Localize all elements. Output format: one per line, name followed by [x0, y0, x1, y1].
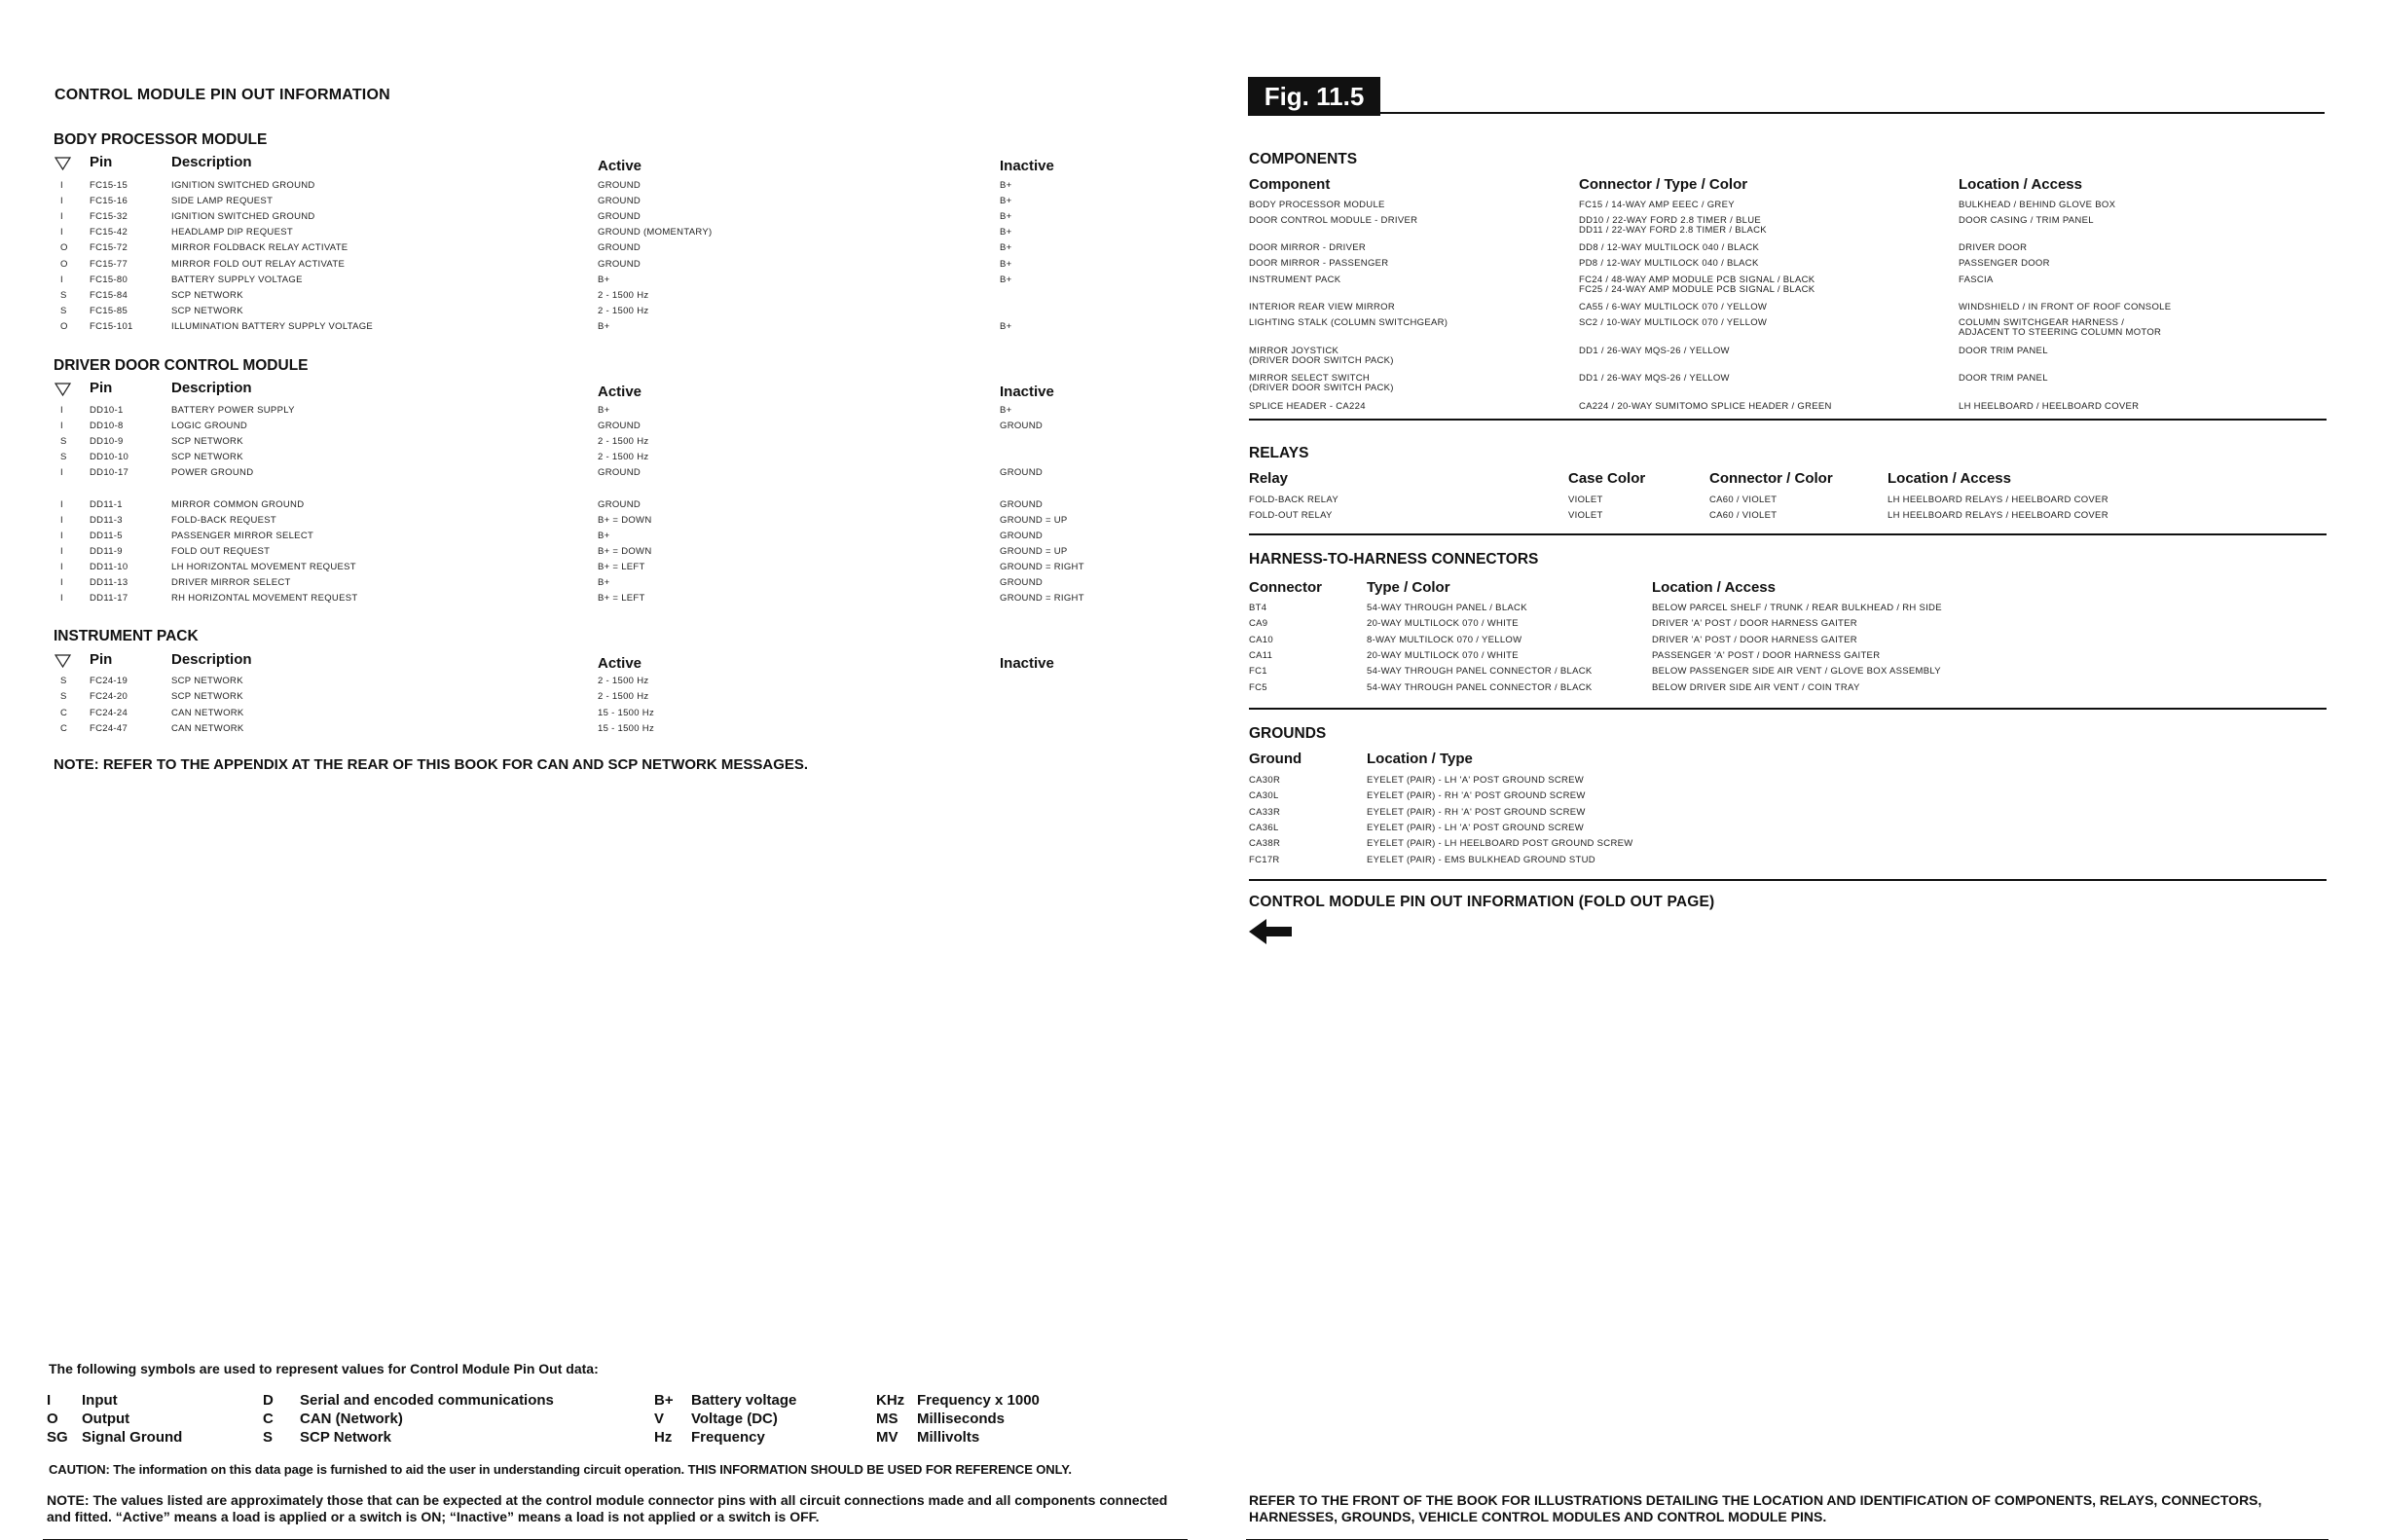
relay-connector: CA60 / VIOLET [1709, 510, 1778, 521]
relay-location: LH HEELBOARD RELAYS / HEELBOARD COVER [1888, 510, 2108, 521]
pin-id: FC15-72 [90, 242, 128, 254]
component-connector: DD8 / 12-WAY MULTILOCK 040 / BLACK [1579, 242, 1760, 253]
pin-id: FC15-42 [90, 227, 128, 238]
connector-location: BELOW PARCEL SHELF / TRUNK / REAR BULKHEAD / RH SIDE [1652, 603, 1942, 613]
symbol-key: O [47, 1411, 58, 1427]
connector-id: FC5 [1249, 681, 1267, 693]
symbol-value: Signal Ground [82, 1429, 183, 1446]
pin-description: ILLUMINATION BATTERY SUPPLY VOLTAGE [171, 320, 374, 332]
values-note: NOTE: The values listed are approximately those that can be expected at the control module connector pins with all circuit connections made and all components connected and fitted. “Active” means a load is applied or a switch is ON; “Inactive” means a load is not applied or a switch is OFF. [47, 1492, 1168, 1524]
pin-description: CAN NETWORK [171, 707, 244, 718]
inactive-value: B+ [1000, 405, 1012, 416]
pin-description: SCP NETWORK [171, 305, 243, 316]
pin-type: I [60, 577, 63, 589]
connector-location: PASSENGER 'A' POST / DOOR HARNESS GAITER [1652, 649, 1881, 661]
pin-type: O [60, 242, 68, 254]
symbol-key: B+ [654, 1392, 674, 1409]
grounds-title: GROUNDS [1249, 725, 1327, 742]
page-title: CONTROL MODULE PIN OUT INFORMATION [55, 87, 390, 103]
relay-name: FOLD-BACK RELAY [1249, 495, 1338, 505]
header-connector-type-color: Connector / Type / Color [1579, 176, 1748, 193]
connector-location: DRIVER 'A' POST / DOOR HARNESS GAITER [1652, 634, 1857, 645]
header-active: Active [598, 384, 642, 400]
component-connector: CA224 / 20-WAY SUMITOMO SPLICE HEADER / GREEN [1579, 401, 1832, 412]
pin-type: I [60, 211, 63, 223]
active-value: 15 - 1500 Hz [598, 722, 654, 734]
inactive-value: GROUND [1000, 530, 1044, 541]
pin-description: SCP NETWORK [171, 289, 243, 301]
pin-description: MIRROR COMMON GROUND [171, 498, 305, 510]
pin-id: DD11-3 [90, 514, 123, 526]
pin-description: MIRROR FOLDBACK RELAY ACTIVATE [171, 242, 348, 254]
component-connector: DD11 / 22-WAY FORD 2.8 TIMER / BLACK [1579, 224, 1767, 236]
appendix-note: NOTE: REFER TO THE APPENDIX AT THE REAR OF THIS BOOK FOR CAN AND SCP NETWORK MESSAGES. [54, 756, 809, 773]
header-component: Component [1249, 176, 1331, 193]
symbol-key: MV [876, 1429, 898, 1446]
active-value: B+ [598, 274, 610, 285]
header-connector: Connector [1249, 579, 1322, 596]
component-location: BULKHEAD / BEHIND GLOVE BOX [1959, 200, 2116, 210]
pin-id: DD11-17 [90, 593, 128, 605]
header-location-access: Location / Access [1959, 176, 2082, 193]
active-value: B+ [598, 405, 610, 416]
header-location-access: Location / Access [1652, 579, 1776, 596]
pin-description: SCP NETWORK [171, 436, 243, 448]
pin-id: DD11-13 [90, 577, 128, 589]
pin-type: S [60, 691, 67, 703]
section-title: INSTRUMENT PACK [54, 628, 199, 644]
pin-type: C [60, 722, 68, 734]
pin-id: FC24-20 [90, 691, 128, 703]
pin-description: BATTERY POWER SUPPLY [171, 405, 295, 416]
active-value: B+ = DOWN [598, 514, 652, 526]
pin-id: FC15-15 [90, 180, 128, 191]
symbol-value: Frequency x 1000 [917, 1392, 1040, 1409]
inactive-value: B+ [1000, 211, 1012, 223]
pin-id: FC15-16 [90, 196, 128, 207]
relay-name: FOLD-OUT RELAY [1249, 510, 1333, 521]
pin-type: I [60, 545, 63, 557]
component-name: DOOR MIRROR - DRIVER [1249, 242, 1366, 253]
symbol-value: Battery voltage [691, 1392, 797, 1409]
header-description: Description [171, 651, 252, 668]
component-name: INTERIOR REAR VIEW MIRROR [1249, 302, 1396, 312]
pin-description: HEADLAMP DIP REQUEST [171, 227, 293, 238]
connector-type: 20-WAY MULTILOCK 070 / WHITE [1367, 618, 1519, 630]
inactive-value: GROUND [1000, 577, 1044, 589]
inactive-value: GROUND = RIGHT [1000, 562, 1084, 572]
active-value: 2 - 1500 Hz [598, 436, 649, 448]
active-value: B+ [598, 577, 610, 589]
pin-description: IGNITION SWITCHED GROUND [171, 180, 315, 191]
reference-note: REFER TO THE FRONT OF THE BOOK FOR ILLUSTRATIONS DETAILING THE LOCATION AND IDENTIFICATION OF COMPONENTS, RELAYS, CONNECTORS, HARNESSES, GROUNDS, VEHICLE CONTROL MODULES AND CONTROL MODULE PINS. [1249, 1492, 2262, 1524]
active-value: 2 - 1500 Hz [598, 676, 649, 686]
pin-type: S [60, 436, 67, 448]
active-value: GROUND [598, 211, 642, 223]
active-value: B+ [598, 530, 610, 541]
component-name: BODY PROCESSOR MODULE [1249, 200, 1385, 210]
component-location: FASCIA [1959, 275, 1994, 285]
pin-type: S [60, 289, 67, 301]
active-value: 2 - 1500 Hz [598, 305, 649, 316]
component-connector: FC25 / 24-WAY AMP MODULE PCB SIGNAL / BLACK [1579, 283, 1815, 295]
symbol-value: Millivolts [917, 1429, 980, 1446]
symbol-key: MS [876, 1411, 898, 1427]
component-connector: DD1 / 26-WAY MQS-26 / YELLOW [1579, 373, 1730, 384]
active-value: 2 - 1500 Hz [598, 452, 649, 463]
pin-id: DD11-5 [90, 530, 123, 541]
ground-location: EYELET (PAIR) - LH 'A' POST GROUND SCREW [1367, 822, 1585, 833]
active-value: 15 - 1500 Hz [598, 707, 654, 718]
section-title: BODY PROCESSOR MODULE [54, 131, 268, 148]
foldout-label: CONTROL MODULE PIN OUT INFORMATION (FOLD OUT PAGE) [1249, 894, 1715, 910]
pin-description: SCP NETWORK [171, 676, 243, 686]
section-rule [1249, 533, 2327, 535]
symbol-key: S [263, 1429, 274, 1446]
symbol-key: D [263, 1392, 274, 1409]
pin-id: DD10-10 [90, 452, 129, 463]
inactive-value: GROUND [1000, 498, 1044, 510]
component-name: MIRROR JOYSTICK [1249, 346, 1339, 356]
header-inactive: Inactive [1000, 655, 1054, 672]
header-active: Active [598, 158, 642, 174]
active-value: GROUND (MOMENTARY) [598, 227, 713, 238]
inactive-value: B+ [1000, 180, 1012, 191]
connector-id: CA11 [1249, 649, 1273, 661]
component-connector: DD1 / 26-WAY MQS-26 / YELLOW [1579, 346, 1730, 356]
header-description: Description [171, 380, 252, 396]
ground-id: CA30R [1249, 775, 1281, 786]
symbol-key: SG [47, 1429, 68, 1446]
pin-type: O [60, 258, 68, 270]
pin-id: FC15-32 [90, 211, 128, 223]
fig-rule [1380, 112, 2325, 114]
caution-text: CAUTION: The information on this data page is furnished to aid the user in understanding circuit operation. THIS INFORMATION SHOULD BE USED FOR REFERENCE ONLY. [49, 1462, 1072, 1477]
section-title: DRIVER DOOR CONTROL MODULE [54, 357, 309, 374]
components-title: COMPONENTS [1249, 151, 1358, 167]
pin-type: O [60, 320, 68, 332]
header-type-color: Type / Color [1367, 579, 1450, 596]
header-location-type: Location / Type [1367, 751, 1473, 767]
inactive-value: B+ [1000, 274, 1012, 285]
ground-location: EYELET (PAIR) - EMS BULKHEAD GROUND STUD [1367, 854, 1595, 865]
pin-description: SIDE LAMP REQUEST [171, 196, 274, 207]
arrow-left-icon[interactable] [1249, 919, 1714, 949]
symbol-key: KHz [876, 1392, 905, 1409]
inactive-value: GROUND = UP [1000, 514, 1068, 526]
component-location: DOOR TRIM PANEL [1959, 346, 2048, 356]
pin-type: I [60, 530, 63, 541]
connector-type: 54-WAY THROUGH PANEL / BLACK [1367, 603, 1527, 613]
component-location: LH HEELBOARD / HEELBOARD COVER [1959, 401, 2140, 412]
component-location: ADJACENT TO STEERING COLUMN MOTOR [1959, 326, 2162, 338]
pin-type: I [60, 405, 63, 416]
component-name: (DRIVER DOOR SWITCH PACK) [1249, 382, 1394, 393]
harness-title: HARNESS-TO-HARNESS CONNECTORS [1249, 551, 1539, 568]
inactive-value: GROUND = UP [1000, 545, 1068, 557]
component-connector: DD10 / 22-WAY FORD 2.8 TIMER / BLUE [1579, 215, 1762, 226]
component-location: DOOR TRIM PANEL [1959, 373, 2048, 384]
header-pin: Pin [90, 380, 113, 396]
pin-type: I [60, 498, 63, 510]
component-connector: FC15 / 14-WAY AMP EEEC / GREY [1579, 200, 1735, 210]
pin-type: S [60, 452, 67, 463]
component-name: DOOR MIRROR - PASSENGER [1249, 258, 1389, 269]
active-value: B+ = DOWN [598, 545, 652, 557]
component-location: WINDSHIELD / IN FRONT OF ROOF CONSOLE [1959, 302, 2172, 312]
inactive-value: B+ [1000, 258, 1012, 270]
symbol-key: C [263, 1411, 274, 1427]
header-connector-color: Connector / Color [1709, 470, 1833, 487]
active-value: GROUND [598, 421, 642, 432]
component-location: COLUMN SWITCHGEAR HARNESS / [1959, 317, 2125, 328]
ground-id: CA38R [1249, 838, 1281, 850]
triangle-icon [55, 157, 71, 175]
pin-type: C [60, 707, 68, 718]
component-connector: CA55 / 6-WAY MULTILOCK 070 / YELLOW [1579, 302, 1768, 312]
component-location: DRIVER DOOR [1959, 242, 2028, 253]
inactive-value: B+ [1000, 320, 1012, 332]
ground-id: CA30L [1249, 790, 1279, 802]
symbol-value: Serial and encoded communications [300, 1392, 554, 1409]
component-name: SPLICE HEADER - CA224 [1249, 401, 1366, 412]
active-value: GROUND [598, 258, 642, 270]
symbol-key: I [47, 1392, 52, 1409]
active-value: B+ = LEFT [598, 562, 645, 572]
pin-id: DD10-9 [90, 436, 124, 448]
symbols-intro: The following symbols are used to represent values for Control Module Pin Out data: [49, 1361, 599, 1376]
relay-case-color: VIOLET [1568, 495, 1603, 505]
symbol-value: Voltage (DC) [691, 1411, 778, 1427]
component-connector: FC24 / 48-WAY AMP MODULE PCB SIGNAL / BLACK [1579, 275, 1815, 285]
pin-description: BATTERY SUPPLY VOLTAGE [171, 274, 303, 285]
pin-id: FC24-19 [90, 676, 128, 686]
pin-type: I [60, 514, 63, 526]
inactive-value: B+ [1000, 227, 1012, 238]
connector-id: CA10 [1249, 634, 1273, 645]
component-name: MIRROR SELECT SWITCH [1249, 373, 1371, 384]
ground-location: EYELET (PAIR) - RH 'A' POST GROUND SCREW [1367, 806, 1586, 818]
triangle-icon [55, 654, 71, 673]
pin-description: FOLD-BACK REQUEST [171, 514, 277, 526]
pin-id: FC15-84 [90, 289, 128, 301]
relay-case-color: VIOLET [1568, 510, 1603, 521]
component-location: PASSENGER DOOR [1959, 258, 2050, 269]
ground-id: CA33R [1249, 806, 1281, 818]
header-pin: Pin [90, 154, 113, 170]
header-location-access: Location / Access [1888, 470, 2011, 487]
header-inactive: Inactive [1000, 158, 1054, 174]
pin-id: FC15-85 [90, 305, 128, 316]
header-active: Active [598, 655, 642, 672]
header-ground: Ground [1249, 751, 1302, 767]
pin-description: DRIVER MIRROR SELECT [171, 577, 291, 589]
active-value: B+ [598, 320, 610, 332]
pin-id: DD11-9 [90, 545, 123, 557]
symbol-value: SCP Network [300, 1429, 391, 1446]
section-rule [1249, 879, 2327, 881]
symbol-value: Milliseconds [917, 1411, 1006, 1427]
active-value: B+ = LEFT [598, 593, 645, 605]
symbol-value: CAN (Network) [300, 1411, 403, 1427]
component-name: (DRIVER DOOR SWITCH PACK) [1249, 354, 1394, 366]
pin-description: SCP NETWORK [171, 691, 243, 703]
connector-location: DRIVER 'A' POST / DOOR HARNESS GAITER [1652, 618, 1857, 630]
pin-id: DD10-1 [90, 405, 124, 416]
symbols-legend [47, 1392, 1118, 1450]
component-location: DOOR CASING / TRIM PANEL [1959, 215, 2094, 226]
header-relay: Relay [1249, 470, 1289, 487]
active-value: GROUND [598, 242, 642, 254]
connector-type: 54-WAY THROUGH PANEL CONNECTOR / BLACK [1367, 666, 1593, 678]
pin-type: I [60, 593, 63, 605]
section-rule [1249, 708, 2327, 710]
component-connector: PD8 / 12-WAY MULTILOCK 040 / BLACK [1579, 258, 1759, 269]
inactive-value: GROUND [1000, 467, 1044, 479]
symbol-key: Hz [654, 1429, 673, 1446]
pin-description: SCP NETWORK [171, 452, 243, 463]
header-description: Description [171, 154, 252, 170]
figure-label: Fig. 11.5 [1248, 77, 1380, 116]
connector-id: BT4 [1249, 603, 1267, 613]
connector-id: CA9 [1249, 618, 1268, 630]
pin-id: FC15-80 [90, 274, 128, 285]
pin-description: MIRROR FOLD OUT RELAY ACTIVATE [171, 258, 346, 270]
section-rule [1249, 419, 2327, 421]
pin-type: I [60, 274, 63, 285]
pin-description: FOLD OUT REQUEST [171, 545, 271, 557]
inactive-value: GROUND [1000, 421, 1044, 432]
pin-description: LH HORIZONTAL MOVEMENT REQUEST [171, 562, 356, 572]
pin-type: I [60, 196, 63, 207]
pin-id: DD10-8 [90, 421, 124, 432]
symbol-value: Input [82, 1392, 118, 1409]
active-value: GROUND [598, 196, 642, 207]
component-name: INSTRUMENT PACK [1249, 275, 1341, 285]
relay-connector: CA60 / VIOLET [1709, 495, 1778, 505]
ground-location: EYELET (PAIR) - LH HEELBOARD POST GROUND SCREW [1367, 838, 1633, 850]
symbol-value: Output [82, 1411, 130, 1427]
active-value: GROUND [598, 467, 642, 479]
symbol-value: Frequency [691, 1429, 765, 1446]
pin-description: CAN NETWORK [171, 722, 244, 734]
pin-id: DD11-10 [90, 562, 128, 572]
active-value: GROUND [598, 498, 642, 510]
connector-type: 8-WAY MULTILOCK 070 / YELLOW [1367, 634, 1522, 645]
pin-type: I [60, 421, 63, 432]
connector-type: 20-WAY MULTILOCK 070 / WHITE [1367, 649, 1519, 661]
inactive-value: GROUND = RIGHT [1000, 593, 1084, 605]
inactive-value: B+ [1000, 196, 1012, 207]
pin-description: PASSENGER MIRROR SELECT [171, 530, 314, 541]
ground-location: EYELET (PAIR) - LH 'A' POST GROUND SCREW [1367, 775, 1585, 786]
pin-type: I [60, 227, 63, 238]
pin-description: LOGIC GROUND [171, 421, 248, 432]
connector-id: FC1 [1249, 666, 1267, 678]
relay-location: LH HEELBOARD RELAYS / HEELBOARD COVER [1888, 495, 2108, 505]
connector-location: BELOW DRIVER SIDE AIR VENT / COIN TRAY [1652, 681, 1860, 693]
component-name: DOOR CONTROL MODULE - DRIVER [1249, 215, 1418, 226]
active-value: 2 - 1500 Hz [598, 289, 649, 301]
component-connector: SC2 / 10-WAY MULTILOCK 070 / YELLOW [1579, 317, 1768, 328]
pin-id: FC24-24 [90, 707, 128, 718]
pin-id: FC24-47 [90, 722, 128, 734]
foldout-link[interactable] [1249, 894, 1714, 949]
active-value: GROUND [598, 180, 642, 191]
pin-id: FC15-101 [90, 320, 133, 332]
component-name: LIGHTING STALK (COLUMN SWITCHGEAR) [1249, 317, 1448, 328]
header-case-color: Case Color [1568, 470, 1646, 487]
ground-location: EYELET (PAIR) - RH 'A' POST GROUND SCREW [1367, 790, 1586, 802]
connector-type: 54-WAY THROUGH PANEL CONNECTOR / BLACK [1367, 681, 1593, 693]
symbol-key: V [654, 1411, 665, 1427]
pin-id: DD11-1 [90, 498, 123, 510]
pin-id: DD10-17 [90, 467, 129, 479]
pin-description: IGNITION SWITCHED GROUND [171, 211, 315, 223]
pin-type: I [60, 467, 63, 479]
pin-id: FC15-77 [90, 258, 128, 270]
header-inactive: Inactive [1000, 384, 1054, 400]
relays-title: RELAYS [1249, 445, 1309, 461]
pin-type: S [60, 676, 67, 686]
pin-description: RH HORIZONTAL MOVEMENT REQUEST [171, 593, 358, 605]
pin-type: I [60, 180, 63, 191]
pin-type: S [60, 305, 67, 316]
ground-id: FC17R [1249, 854, 1280, 865]
header-pin: Pin [90, 651, 113, 668]
pin-type: I [60, 562, 63, 572]
ground-id: CA36L [1249, 822, 1279, 833]
connector-location: BELOW PASSENGER SIDE AIR VENT / GLOVE BOX ASSEMBLY [1652, 666, 1941, 678]
triangle-icon [55, 383, 71, 401]
inactive-value: B+ [1000, 242, 1012, 254]
active-value: 2 - 1500 Hz [598, 691, 649, 703]
pin-description: POWER GROUND [171, 467, 254, 479]
